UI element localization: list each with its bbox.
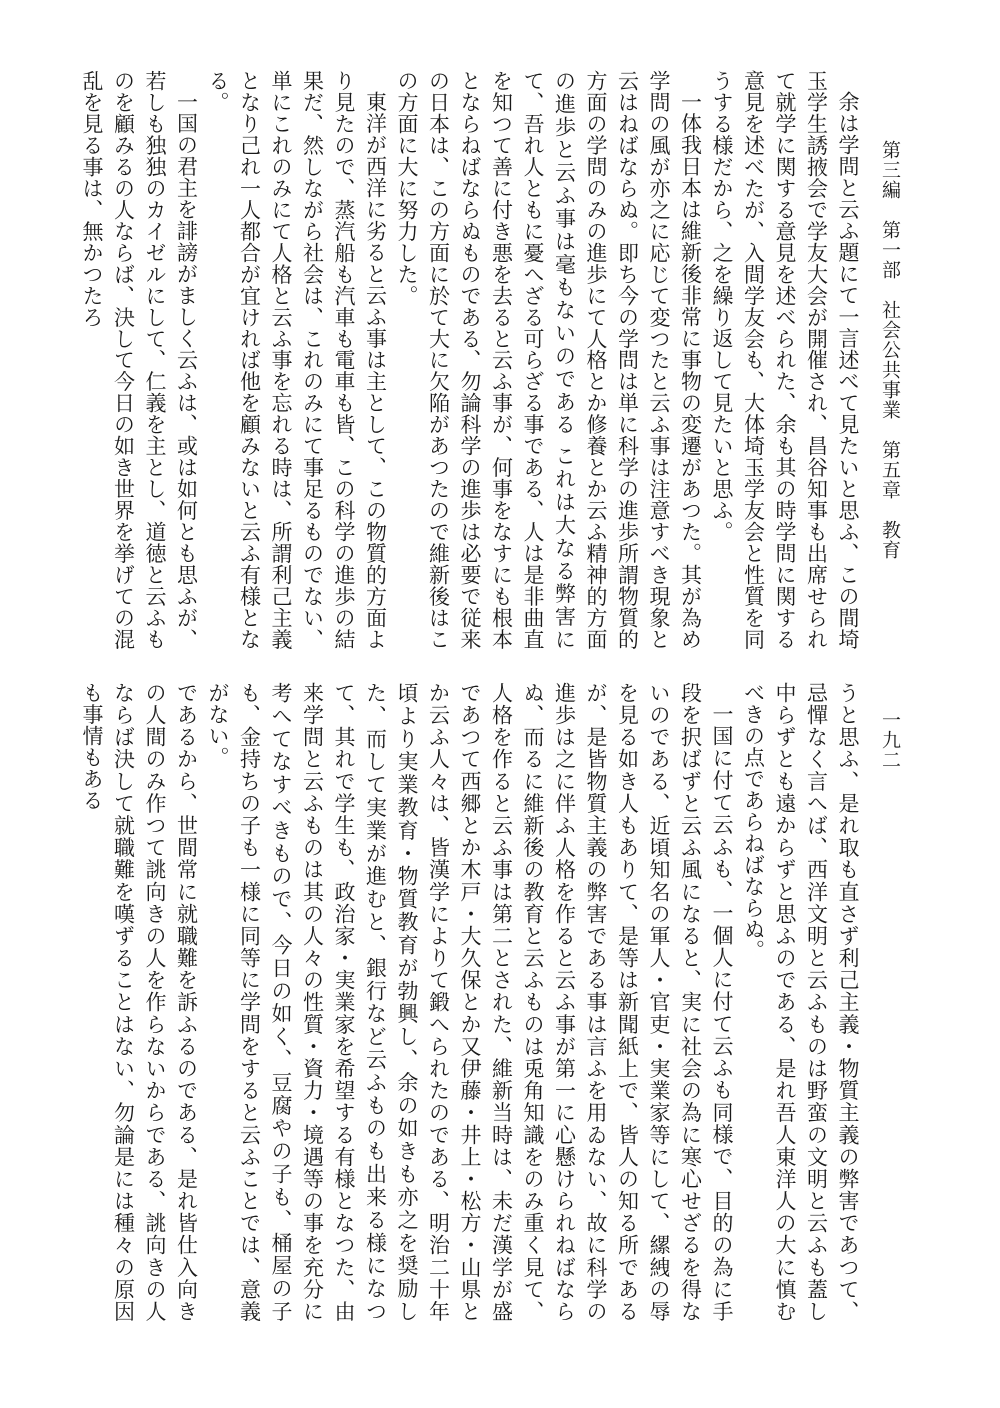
paragraph: 一体我日本は維新後非常に事物の変遷があつた。其が為め学問の風が亦之に応じて変つたと云ふ事は注意すべき現象と云はねばならぬ。即ち今の学問は単に科学の進歩所謂物質的方面の学問のみの進歩にて人格とか修養とか云ふ精神的方面の進歩と云ふ事は毫もないのである これは大なる弊害にて、吾れ人ともに憂へざる可らざる事である、人は是非曲直を知つて善に付き悪を去ると云ふ事が、何事をなすにも根本とならねばならぬものである、勿論科学の進歩は必要で従来の日本は、この方面に於て大に欠陥があつたので維新後はこの方面に大に努力した。 (395, 70, 703, 650)
paragraph: 一国の君主を誹謗がましく云ふは、或は如何とも思ふが、若しも独独のカイゼルにして、仁義を主とし、道徳と云ふものを顧みるの人ならば、決して今日の如き世界を挙げての混乱を見る事は、無かつたろ (80, 70, 199, 650)
upper-text-block (58, 70, 863, 650)
paragraph: 余は学問と云ふ題にて一言述べて見たいと思ふ、この間埼玉学生誘掖会で学友大会が開催され、昌谷知事も出席せられて就学に関する意見を述べられた、余も其の時学問に関する意見を述べたが、入間学友会も、大体埼玉学友会と性質を同うする様だから、之を繰り返して見たいと思ふ。 (710, 70, 860, 650)
paragraph: 東洋が西洋に劣ると云ふ事は主として、この物質的方面より見たので、蒸汽船も汽車も電車も皆、この科学の進歩の結果だ、然しながら社会は、これのみにて事足るものでない、単にこれのみにて人格と云ふ事を忘れる時は、所謂利己主義となり己れ一人都合が宜ければ他を顧みないと云ふ有様となる。 (206, 70, 388, 650)
paragraph: うと思ふ、是れ取も直さず利己主義・物質主義の弊害であつて、忌憚なく言へば、西洋文明と云ふものは野蛮の文明と云ふも蓋し中らずとも遠からずと思ふのである、是れ吾人東洋人の大に慎むべきの点であらねばならぬ。 (741, 682, 860, 1322)
lower-text-block (58, 682, 863, 1322)
paragraph: であるから、世間常に就職難を訴ふるのである、是れ皆仕入向きの人間のみ作つて誂向きの人を作らないからである、誂向きの人ならば決して就職難を嘆ずることはない、勿論是には種々の原因も事情もある (80, 682, 199, 1322)
running-header: 第三編 第一部 社会公共事業 第五章 教育 (879, 140, 901, 560)
paragraph: 一国に付て云ふも、一個人に付て云ふも同様で、目的の為に手段を択ばずと云ふ風になると、実に社会の為に寒心せざるを得ないのである、近頃知名の軍人・官吏・実業家等にして、縲絏の辱を見る如き人もありて、是等は新聞紙上で、皆人の知る所であるが、是皆物質主義の弊害である事は言ふを用ゐない、故に科学の進歩は之に伴ふ人格を作ると云ふ事が第一に心懸けられねばならぬ、而るに維新後の教育と云ふものは兎角知識をのみ重く見て、人格を作ると云ふ事は第二とされた、維新当時は、未だ漢学が盛であつて西郷とか木戸・大久保とか又伊藤・井上・松方・山県とか云ふ人々は、皆漢学によりて鍛へられたのである、明治二十年頃より実業教育・物質教育が勃興し、余の如きも亦之を奨励した、而して実業が進むと、銀行など云ふものも出来る様になつて、其れで学生も、政治家・実業家を希望する有様となつた、由来学問と云ふものは其の人々の性質・資力・境遇等の事を充分に考へてなすべきもので、今日の如く、豆腐やの子も、桶屋の子も、金持ちの子も一様に同等に学問をすると云ふことでは、意義がない。 (206, 682, 734, 1322)
page-number: 一九二 (879, 710, 901, 770)
